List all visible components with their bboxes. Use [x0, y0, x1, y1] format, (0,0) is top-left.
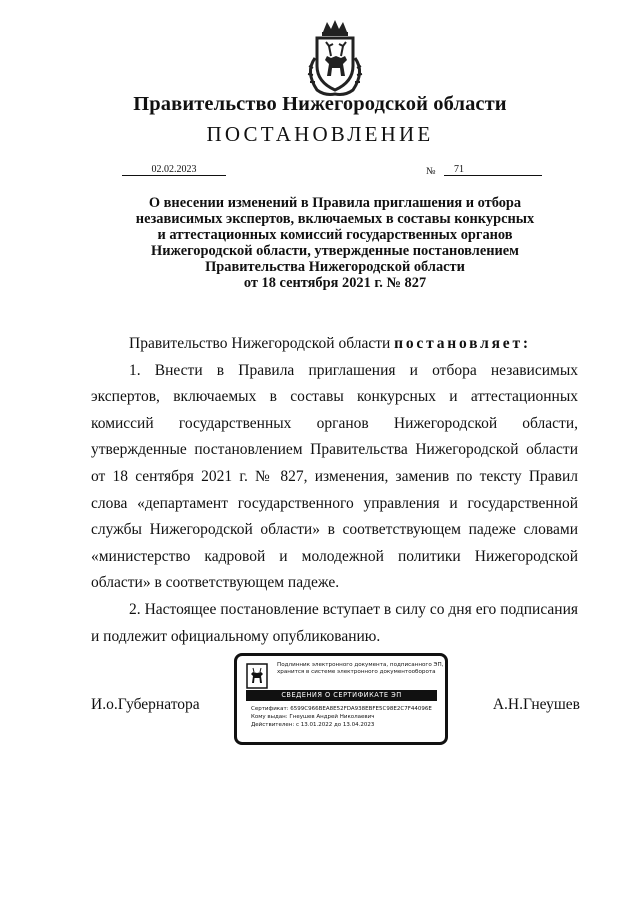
title-line: независимых экспертов, включаемых в составы конкурсных: [135, 210, 535, 227]
document-title: [100, 196, 570, 291]
certificate-validity: Действителен: с 13.01.2022 до 13.04.2023: [251, 722, 375, 729]
clause-1: 1. Внести в Правила приглашения и отбора независимых экспертов, включаемых в составы конкурсных и аттестационных комиссий государственных органов Нижегородской области, утвержденные постановлением Правительства Нижегородской области от 18 сентября 2021 г. № 827, изменения, заменив по тексту Правил слова «департамент государственного управления и государственной службы Нижегородской области» в соответствующем падеже словами «министерство кадровой и молодежной политики Нижегородской области» в соответствующем падеже.: [91, 361, 578, 592]
document-number-field: [444, 164, 542, 176]
intro-paragraph: [91, 331, 578, 358]
intro-text: Правительство Нижегородской области: [129, 335, 391, 352]
stamp-header: СВЕДЕНИЯ О СЕРТИФИКАТЕ ЭП: [246, 690, 437, 701]
certificate-owner: Кому выдан: Гнеушев Андрей Николаевич: [251, 714, 375, 721]
authority-name: Правительство Нижегородской области: [133, 93, 507, 115]
intro-decree-word: постановляет:: [394, 335, 531, 352]
clause-2: 2. Настоящее постановление вступает в силу со дня его подписания и подлежит официальному опубликованию.: [91, 600, 578, 645]
title-line: О внесении изменений в Правила приглашения и отбора: [148, 195, 522, 211]
certificate-serial: Сертификат: 6599C966BEA8E52FDA938EBFE5C98E2C7F44096E: [251, 706, 432, 712]
document-type: ПОСТАНОВЛЕНИЕ: [206, 122, 434, 146]
document-body: [91, 331, 578, 650]
electronic-signature-stamp: [234, 653, 448, 745]
signatory-position: И.о.Губернатора: [91, 696, 200, 713]
coat-of-arms-icon: [303, 18, 367, 98]
document-date: 02.02.2023: [122, 164, 226, 176]
emblem-icon: [246, 663, 268, 689]
number-sign: №: [426, 166, 436, 177]
title-line: и аттестационных комиссий государственных органов: [157, 226, 513, 243]
document-number: 71: [454, 164, 464, 175]
title-line: Правительства Нижегородской области: [205, 258, 465, 275]
title-line: от 18 сентября 2021 г. № 827: [243, 274, 427, 291]
signatory-name: А.Н.Гнеушев: [492, 696, 580, 713]
title-line: Нижегородской области, утвержденные постановлением: [151, 242, 519, 259]
stamp-notice: Подлинник электронного документа, подписанного ЭП, хранится в системе электронного документооборота: [277, 662, 444, 675]
certificate-info: [251, 705, 443, 730]
